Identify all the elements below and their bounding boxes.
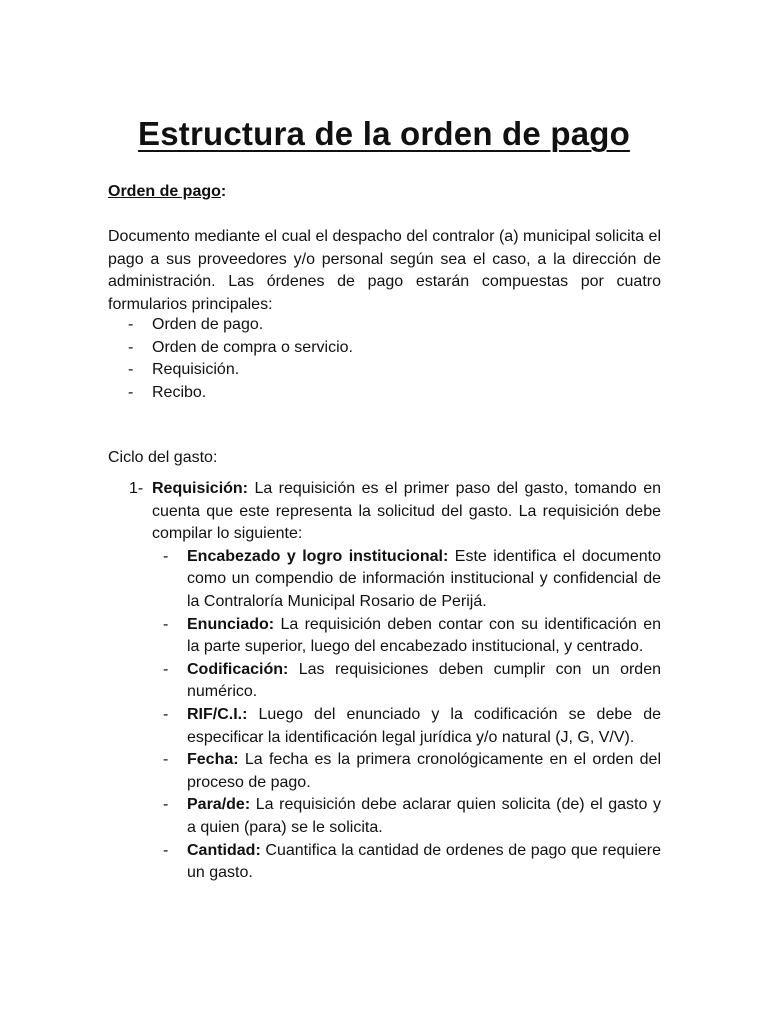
list-item (108, 840, 661, 885)
requirement-text: Este identifica el documento como un compendio de información institucional y confidencial de la Contraloría Municipal Rosario de Perijá. (187, 547, 662, 610)
dash-bullet: - (128, 316, 134, 333)
forms-list (108, 314, 661, 404)
requirement-term: Fecha: (187, 751, 239, 769)
form-item-label: Orden de compra o servicio. (152, 338, 353, 356)
list-item (108, 314, 661, 337)
list-item (108, 614, 661, 659)
dash-bullet: - (128, 361, 134, 379)
dash-bullet: - (163, 705, 169, 723)
requirement-text: Cuantifica la cantidad de ordenes de pago que requiere un gasto. (187, 841, 661, 882)
step-term: Requisición: (152, 480, 249, 497)
requirement-term: Encabezado y logro institucional: (187, 547, 449, 565)
list-item (108, 704, 661, 749)
requirement-term: Enunciado: (187, 615, 275, 633)
list-item (108, 359, 661, 382)
cycle-title: Ciclo del gasto: (108, 449, 218, 466)
dash-bullet: - (128, 338, 134, 356)
dash-bullet: - (163, 841, 169, 859)
requirement-text: Luego del enunciado y la codificación se debe de especificar la identificación legal jurídica y/o natural (J, G, V/V). (187, 705, 661, 746)
requirement-text: La fecha es la primera cronológicamente en el orden del proceso de pago. (187, 751, 661, 791)
document-title: Estructura de la orden de pago (138, 115, 630, 153)
definition-paragraph: Documento mediante el cual el despacho del contralor (a) municipal solicita el pago a sus proveedores y/o personal según sea el caso, a la dirección de administración. Las órdenes de pago estarán compuestas por cuatro formularios principales: (108, 228, 661, 313)
list-item (108, 749, 661, 794)
dash-bullet: - (163, 751, 169, 769)
list-item (108, 382, 661, 405)
requirement-text: La requisición debe aclarar quien solicita (de) el gasto y a quien (para) se le solicita. (187, 796, 661, 836)
step-number: 1- (129, 480, 144, 497)
form-item-label: Requisición. (152, 361, 240, 379)
list-item (108, 546, 661, 614)
section-heading-suffix: : (220, 183, 227, 200)
requirement-text: La requisición deben contar con su identificación en la parte superior, luego del encabezado institucional, y centrado. (187, 615, 661, 656)
requisition-requirements-list (108, 546, 661, 885)
step-description (152, 478, 661, 546)
requirement-term: Cantidad: (187, 841, 261, 859)
list-item (108, 337, 661, 360)
list-item (108, 794, 661, 839)
requirement-term: RIF/C.I.: (187, 705, 248, 723)
requirement-text: Las requisiciones deben cumplir con un orden numérico. (187, 660, 661, 701)
dash-bullet: - (128, 383, 134, 401)
dash-bullet: - (163, 796, 169, 814)
requirement-term: Para/de: (187, 796, 251, 814)
expense-cycle-step (108, 478, 661, 885)
step-text: La requisición es el primer paso del gasto, tomando en cuenta que este representa la solicitud del gasto. La requisición debe compilar lo siguiente: (152, 480, 661, 543)
dash-bullet: - (163, 615, 169, 633)
dash-bullet: - (163, 547, 169, 565)
form-item-label: Orden de pago. (152, 316, 264, 333)
section-heading (108, 181, 661, 204)
section-heading-label: Orden de pago (108, 183, 221, 200)
list-item (108, 659, 661, 704)
requirement-term: Codificación: (187, 660, 289, 678)
dash-bullet: - (163, 660, 169, 678)
form-item-label: Recibo. (152, 383, 207, 401)
